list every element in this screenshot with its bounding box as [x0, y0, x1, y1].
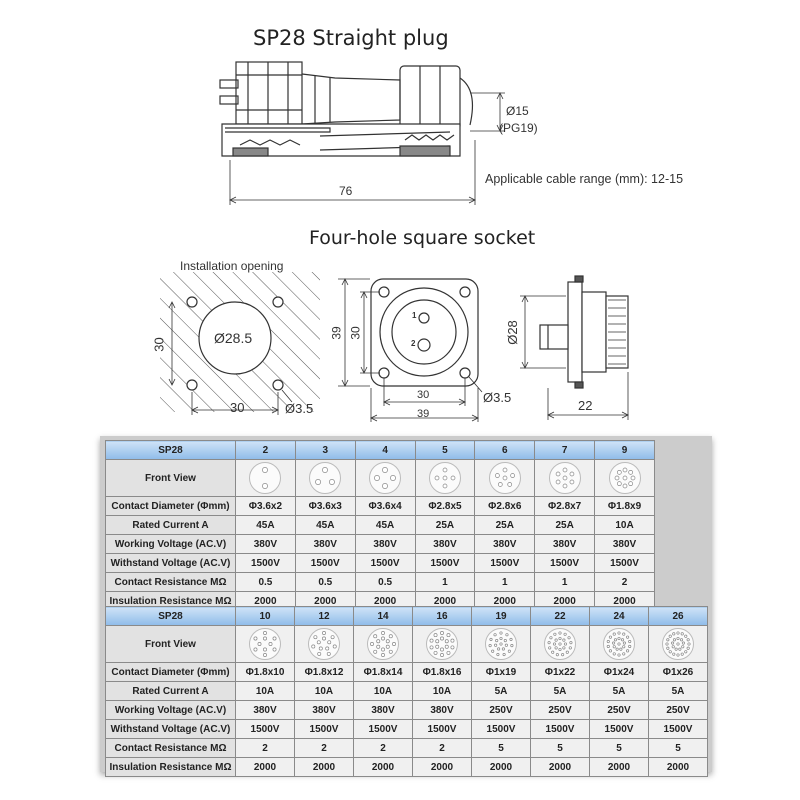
spec-cell: 250V	[472, 701, 531, 720]
spec-cell: 1500V	[413, 720, 472, 739]
column-header: 2	[236, 441, 296, 460]
spec-cell: 5	[531, 739, 590, 758]
spec-cell: 45A	[295, 516, 355, 535]
row-label: Front View	[106, 460, 236, 497]
spec-cell: 2	[236, 739, 295, 758]
spec-cell: 2000	[590, 758, 649, 777]
pin-layout-icon	[661, 627, 695, 661]
spec-cell: 1500V	[295, 554, 355, 573]
pin-layout-icon	[248, 461, 282, 495]
spec-cell: 5A	[472, 682, 531, 701]
spec-cell: 380V	[236, 535, 296, 554]
pin-layout-icon	[307, 627, 341, 661]
pin-layout-icon	[488, 461, 522, 495]
spec-cell: 0.5	[295, 573, 355, 592]
column-header: 24	[590, 607, 649, 626]
spec-cell: 2000	[355, 592, 415, 611]
pin-1-label: 1	[412, 311, 417, 320]
spec-cell: 2000	[295, 758, 354, 777]
spec-cell: 2000	[472, 758, 531, 777]
row-label: Front View	[106, 626, 236, 663]
spec-table-1	[105, 440, 655, 611]
spec-cell: Φ1.8x14	[354, 663, 413, 682]
spec-cell: 1500V	[295, 720, 354, 739]
spec-cell: 5A	[649, 682, 708, 701]
pin-layout-icon	[543, 627, 577, 661]
front-width-outer-label: 39	[417, 408, 430, 420]
column-header: 12	[295, 607, 354, 626]
table-row	[106, 573, 655, 592]
spec-cell: 5A	[590, 682, 649, 701]
spec-cell: 380V	[236, 701, 295, 720]
column-header: 7	[535, 441, 595, 460]
front-view-cell	[472, 626, 531, 663]
column-header: 4	[355, 441, 415, 460]
spec-cell: 10A	[595, 516, 655, 535]
spec-table-2	[105, 606, 708, 777]
installation-opening-label: Installation opening	[180, 259, 284, 273]
column-header: 22	[531, 607, 590, 626]
pin-layout-icon	[366, 627, 400, 661]
row-label: Working Voltage (AC.V)	[106, 535, 236, 554]
spec-cell: 250V	[590, 701, 649, 720]
spec-cell: Φ1.8x9	[595, 497, 655, 516]
spec-cell: 1500V	[475, 554, 535, 573]
spec-cell: 380V	[355, 535, 415, 554]
column-header: 19	[472, 607, 531, 626]
spec-cell: 2000	[295, 592, 355, 611]
plug-title: SP28 Straight plug	[253, 26, 449, 50]
spec-cell: Φ2.8x7	[535, 497, 595, 516]
spec-cell: 1500V	[595, 554, 655, 573]
spec-cell: 2000	[595, 592, 655, 611]
column-header: 6	[475, 441, 535, 460]
spec-cell: 45A	[236, 516, 296, 535]
table-row	[106, 701, 708, 720]
row-label: Contact Resistance MΩ	[106, 739, 236, 758]
spec-cell: 1500V	[236, 554, 296, 573]
spec-cell: 10A	[413, 682, 472, 701]
spec-cell: Φ3.6x2	[236, 497, 296, 516]
spec-cell: 1500V	[535, 554, 595, 573]
spec-cell: 1500V	[472, 720, 531, 739]
spec-cell: 2000	[415, 592, 475, 611]
table-row	[106, 497, 655, 516]
front-width-inner-label: 30	[417, 389, 430, 401]
spec-cell: Φ1.8x12	[295, 663, 354, 682]
spec-cell: Φ3.6x4	[355, 497, 415, 516]
spec-cell: 10A	[236, 682, 295, 701]
spec-cell: 2	[295, 739, 354, 758]
spec-cell: Φ1x24	[590, 663, 649, 682]
cable-range-label: Applicable cable range (mm): 12-15	[485, 172, 684, 186]
column-header: 14	[354, 607, 413, 626]
row-label: Contact Diameter (Φmm)	[106, 663, 236, 682]
column-header: 5	[415, 441, 475, 460]
front-height-inner-label: 30	[348, 326, 363, 340]
row-label: Contact Resistance MΩ	[106, 573, 236, 592]
plug-length-label: 76	[339, 184, 353, 198]
side-length-label: 22	[578, 398, 593, 413]
front-view-cell	[595, 460, 655, 497]
spec-cell: 2000	[236, 592, 296, 611]
spec-cell: 2000	[649, 758, 708, 777]
pin-layout-icon	[428, 461, 462, 495]
spec-cell: 380V	[595, 535, 655, 554]
spec-cell: 380V	[295, 701, 354, 720]
row-label: Working Voltage (AC.V)	[106, 701, 236, 720]
column-header: 3	[295, 441, 355, 460]
spec-cell: 2	[354, 739, 413, 758]
column-header: 10	[236, 607, 295, 626]
spec-cell: Φ1x19	[472, 663, 531, 682]
spec-cell: 2000	[236, 758, 295, 777]
socket-title: Four-hole square socket	[309, 227, 536, 249]
front-height-outer-label: 39	[329, 326, 344, 340]
spec-cell: 25A	[475, 516, 535, 535]
row-label: Withstand Voltage (AC.V)	[106, 720, 236, 739]
table-row	[106, 535, 655, 554]
table-header-label: SP28	[106, 441, 236, 460]
opening-screw-label: Ø3.5	[285, 401, 314, 416]
spec-cell: 1500V	[355, 554, 415, 573]
opening-hole-label: Ø28.5	[214, 330, 253, 346]
spec-cell: 45A	[355, 516, 415, 535]
table-row	[106, 626, 708, 663]
spec-cell: 2000	[413, 758, 472, 777]
table-row	[106, 682, 708, 701]
front-view-cell	[413, 626, 472, 663]
pin-2-label: 2	[411, 339, 416, 348]
spec-cell: 2000	[475, 592, 535, 611]
spec-cell: 5	[649, 739, 708, 758]
table-header-label: SP28	[106, 607, 236, 626]
table-row	[106, 758, 708, 777]
spec-cell: 250V	[531, 701, 590, 720]
column-header: 26	[649, 607, 708, 626]
opening-height-label: 30	[151, 337, 167, 352]
spec-cell: 25A	[535, 516, 595, 535]
spec-cell: 2000	[354, 758, 413, 777]
pin-layout-icon	[484, 627, 518, 661]
front-view-cell	[355, 460, 415, 497]
spec-cell: Φ2.8x5	[415, 497, 475, 516]
spec-cell: Φ1.8x16	[413, 663, 472, 682]
spec-cell: 0.5	[236, 573, 296, 592]
spec-cell: Φ1x22	[531, 663, 590, 682]
spec-cell: Φ2.8x6	[475, 497, 535, 516]
spec-cell: 380V	[295, 535, 355, 554]
spec-cell: 1500V	[415, 554, 475, 573]
spec-cell: 1500V	[354, 720, 413, 739]
row-label: Insulation Resistance MΩ	[106, 592, 236, 611]
pin-layout-icon	[308, 461, 342, 495]
spec-cell: 25A	[415, 516, 475, 535]
spec-cell: 1	[475, 573, 535, 592]
spec-cell: Φ3.6x3	[295, 497, 355, 516]
spec-cell: 10A	[295, 682, 354, 701]
table-row	[106, 516, 655, 535]
spec-cell: 1	[415, 573, 475, 592]
spec-cell: 380V	[415, 535, 475, 554]
table-row	[106, 554, 655, 573]
row-label: Rated Current A	[106, 516, 236, 535]
spec-cell: 250V	[649, 701, 708, 720]
front-view-cell	[295, 460, 355, 497]
spec-cell: 380V	[413, 701, 472, 720]
plug-pg-label: (PG19)	[499, 121, 538, 135]
table-row	[106, 460, 655, 497]
spec-cell: 2	[413, 739, 472, 758]
pin-layout-icon	[248, 627, 282, 661]
front-view-cell	[531, 626, 590, 663]
spec-cell: 1500V	[649, 720, 708, 739]
spec-cell: 2	[595, 573, 655, 592]
pin-layout-icon	[368, 461, 402, 495]
spec-cell: 5	[472, 739, 531, 758]
row-label: Insulation Resistance MΩ	[106, 758, 236, 777]
row-label: Rated Current A	[106, 682, 236, 701]
table-row	[106, 663, 708, 682]
front-view-cell	[649, 626, 708, 663]
row-label: Contact Diameter (Φmm)	[106, 497, 236, 516]
pin-layout-icon	[608, 461, 642, 495]
spec-cell: 2000	[535, 592, 595, 611]
column-header: 9	[595, 441, 655, 460]
table-row	[106, 739, 708, 758]
spec-cell: Φ1.8x10	[236, 663, 295, 682]
front-view-cell	[415, 460, 475, 497]
column-header: 16	[413, 607, 472, 626]
spec-cell: Φ1x26	[649, 663, 708, 682]
spec-cell: 10A	[354, 682, 413, 701]
spec-cell: 380V	[475, 535, 535, 554]
pin-layout-icon	[548, 461, 582, 495]
front-view-cell	[354, 626, 413, 663]
front-view-cell	[236, 460, 296, 497]
spec-cell: 0.5	[355, 573, 415, 592]
spec-cell: 1500V	[531, 720, 590, 739]
plug-diameter-label: Ø15	[506, 104, 529, 118]
spec-cell: 1500V	[236, 720, 295, 739]
spec-cell: 1	[535, 573, 595, 592]
spec-cell: 2000	[531, 758, 590, 777]
front-view-cell	[295, 626, 354, 663]
front-view-cell	[475, 460, 535, 497]
spec-cell: 380V	[535, 535, 595, 554]
pin-layout-icon	[602, 627, 636, 661]
spec-cell: 5A	[531, 682, 590, 701]
opening-width-label: 30	[230, 400, 245, 415]
spec-cell: 1500V	[590, 720, 649, 739]
spec-cell: 380V	[354, 701, 413, 720]
front-view-cell	[590, 626, 649, 663]
table-row	[106, 720, 708, 739]
front-view-cell	[236, 626, 295, 663]
spec-cell: 5	[590, 739, 649, 758]
front-view-cell	[535, 460, 595, 497]
side-diameter-label: Ø28	[504, 320, 520, 345]
row-label: Withstand Voltage (AC.V)	[106, 554, 236, 573]
front-screw-label: Ø3.5	[483, 390, 512, 405]
pin-layout-icon	[425, 627, 459, 661]
